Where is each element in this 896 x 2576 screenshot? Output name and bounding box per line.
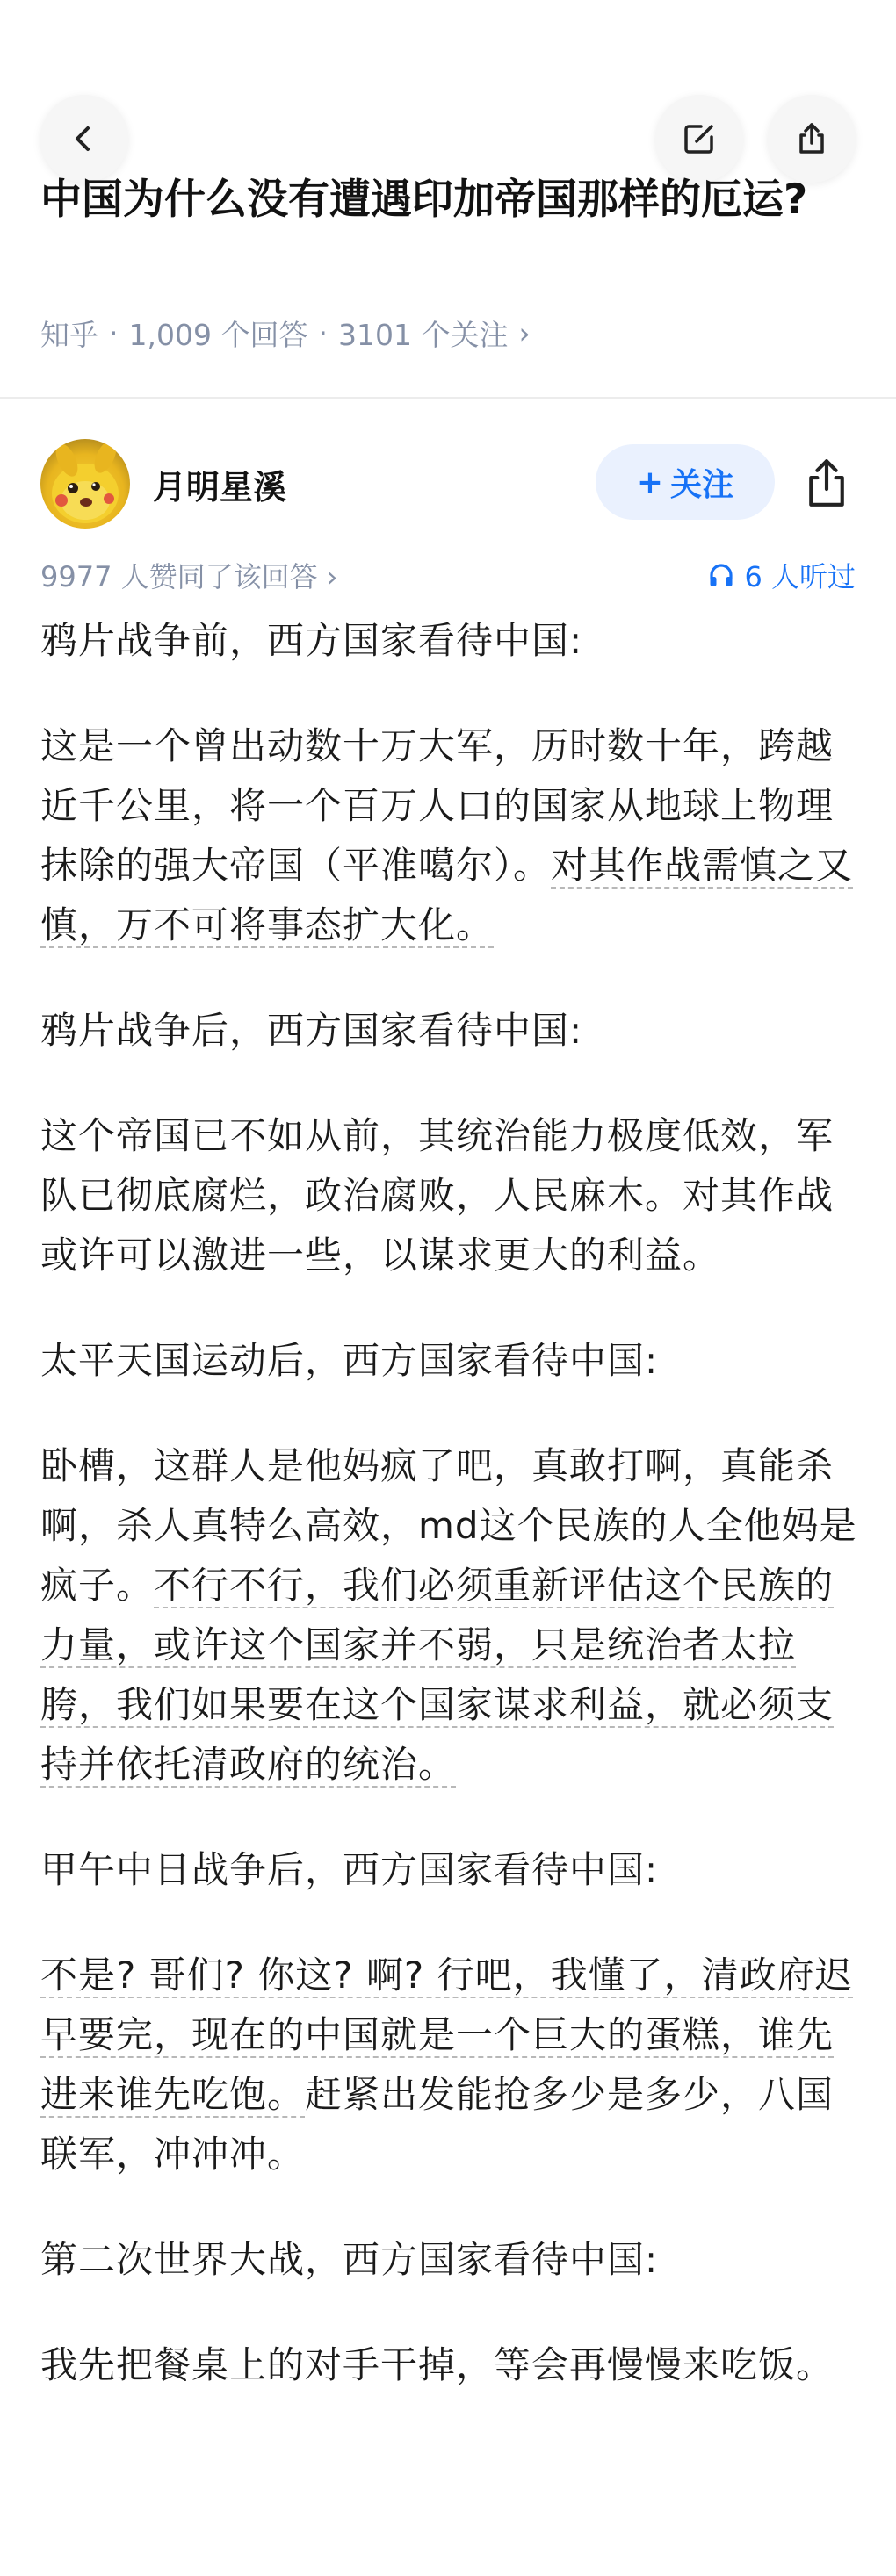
paragraph-text: 鸦片战争后，西方国家看待中国:	[40, 1009, 583, 1052]
paragraph-text: 这是一个曾出动数十万大军，历时数十年，跨越近千公里，将一个百万人口的国家从地球上物理抹除的强大帝国（平准噶尔）。	[40, 724, 835, 887]
paragraph	[40, 1001, 857, 1061]
paragraph	[40, 716, 857, 955]
listen-button[interactable]	[707, 555, 856, 595]
paragraph-text: 甲午中日战争后，西方国家看待中国:	[40, 1848, 659, 1891]
listen-count: 6 人听过	[744, 560, 856, 594]
paragraph-text: 这个帝国已不如从前，其统治能力极度低效，军队已彻底腐烂，政治腐败，人民麻木。对其作战或许可以激进一些，以谋求更大的利益。	[40, 1114, 835, 1277]
avatar[interactable]	[40, 439, 130, 529]
paragraph	[40, 1840, 857, 1900]
avatar-pikachu	[40, 439, 130, 529]
question-meta[interactable]	[40, 313, 531, 354]
share-icon	[792, 119, 831, 158]
meta-separator: ·	[318, 316, 328, 350]
highlighted-text[interactable]: 对其作战需慎之又慎，万不可将事态扩大化。	[40, 844, 854, 946]
edit-icon	[680, 119, 719, 158]
paragraph	[40, 2335, 857, 2395]
paragraph	[40, 1946, 857, 2184]
divider	[0, 397, 896, 399]
answer-count: 1,009 个回答	[128, 318, 308, 352]
answer-content	[40, 611, 857, 2441]
question-title[interactable]: 中国为什么没有遭遇印加帝国那样的厄运?	[40, 176, 808, 224]
paragraph-text: 赶紧出发能抢多少是多少，八国联军，冲冲冲。	[40, 2073, 835, 2176]
meta-separator: ·	[109, 316, 119, 350]
paragraph	[40, 1106, 857, 1285]
stats-row	[40, 555, 856, 597]
share-button[interactable]	[798, 450, 856, 516]
highlighted-text[interactable]: 不是? 哥们? 你这? 啊? 行吧，我懂了，清政府迟早要完，现在的中国就是一个巨大的蛋糕，谁先进来谁先吃饱。	[40, 1954, 853, 2116]
paragraph-text: 我先把餐桌上的对手干掉，等会再慢慢来吃饭。	[40, 2343, 835, 2386]
share-icon	[804, 457, 849, 509]
paragraph-text: 第二次世界大战，西方国家看待中国:	[40, 2238, 659, 2281]
paragraph-text: 太平天国运动后，西方国家看待中国:	[40, 1339, 659, 1382]
paragraph	[40, 1436, 857, 1795]
paragraph	[40, 1331, 857, 1391]
plus-icon: +	[636, 464, 664, 500]
back-arrow-icon	[65, 119, 104, 158]
follower-count: 3101 个关注	[337, 318, 509, 352]
source-label: 知乎	[40, 318, 98, 352]
headphones-icon	[707, 561, 735, 589]
highlighted-text[interactable]: 不行不行，我们必须重新评估这个民族的力量，或许这个国家并不弱，只是统治者太拉胯，我们如果要在这个国家谋求利益，就必须支持并依托清政府的统治。	[40, 1564, 835, 1786]
author-row	[40, 439, 856, 530]
paragraph	[40, 2230, 857, 2290]
chevron-right-icon: ›	[518, 316, 531, 350]
upvote-count[interactable]: 9977 人赞同了该回答 ›	[40, 560, 338, 594]
follow-button[interactable]	[596, 444, 775, 520]
follow-label: 关注	[670, 466, 734, 503]
author-name[interactable]: 月明星溪	[153, 468, 287, 507]
paragraph-text: 卧槽，这群人是他妈疯了吧，真敢打啊，真能杀啊，杀人真特么高效，md这个民族的人全他妈是疯子。	[40, 1444, 857, 1607]
paragraph-text: 鸦片战争前，西方国家看待中国:	[40, 619, 583, 662]
paragraph	[40, 611, 857, 671]
